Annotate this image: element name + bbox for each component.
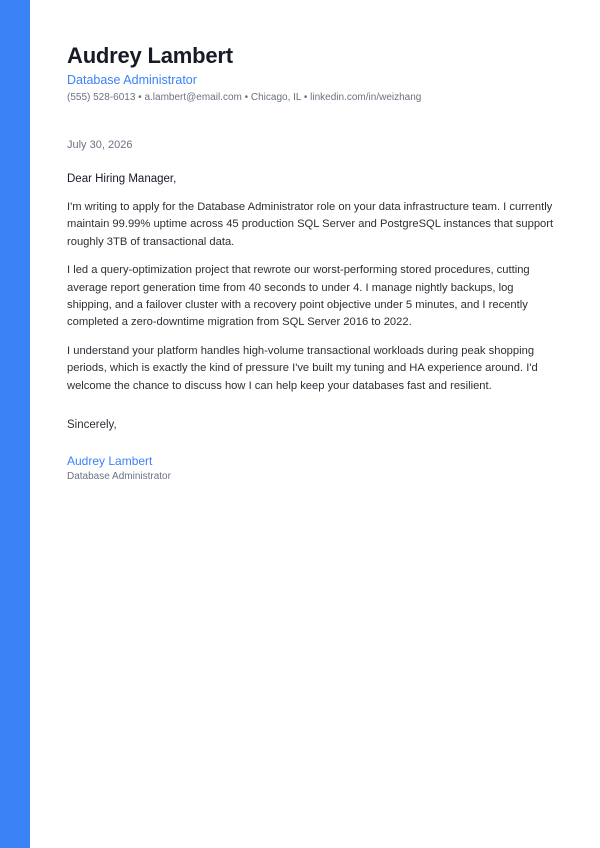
applicant-title: Database Administrator <box>67 73 197 87</box>
body-paragraph: I'm writing to apply for the Database Administrator role on your data infrastructure team. I currently maintain 99.99% uptime across 45 production SQL Server and PostgreSQL instances that support roughly 3TB of transactional data. <box>67 201 554 248</box>
accent-sidebar-bar <box>0 0 30 848</box>
contact-line: (555) 528-6013 • a.lambert@email.com • Chicago, IL • linkedin.com/in/weizhang <box>67 92 422 103</box>
letter-closing: Sincerely, <box>67 419 117 431</box>
letter-body <box>67 199 557 406</box>
signature-name: Audrey Lambert <box>67 454 153 468</box>
signature-title: Database Administrator <box>67 471 171 482</box>
applicant-name: Audrey Lambert <box>67 43 233 68</box>
letter-greeting: Dear Hiring Manager, <box>67 173 177 185</box>
body-paragraph: I led a query-optimization project that rewrote our worst-performing stored procedures, cutting average report generation time from 40 seconds to under 4. I manage nightly backups, log shipping, and a failover cluster with a recovery point objective under 5 minutes, and I recently completed a zero-downtime migration from SQL Server 2016 to 2022. <box>67 264 530 329</box>
letter-date: July 30, 2026 <box>67 139 133 151</box>
body-paragraph: I understand your platform handles high-volume transactional workloads during peak shopping periods, which is exactly the kind of pressure I've built my tuning and HA experience around. I'd welcome the chance to discuss how I can help keep your databases fast and resilient. <box>67 344 538 392</box>
